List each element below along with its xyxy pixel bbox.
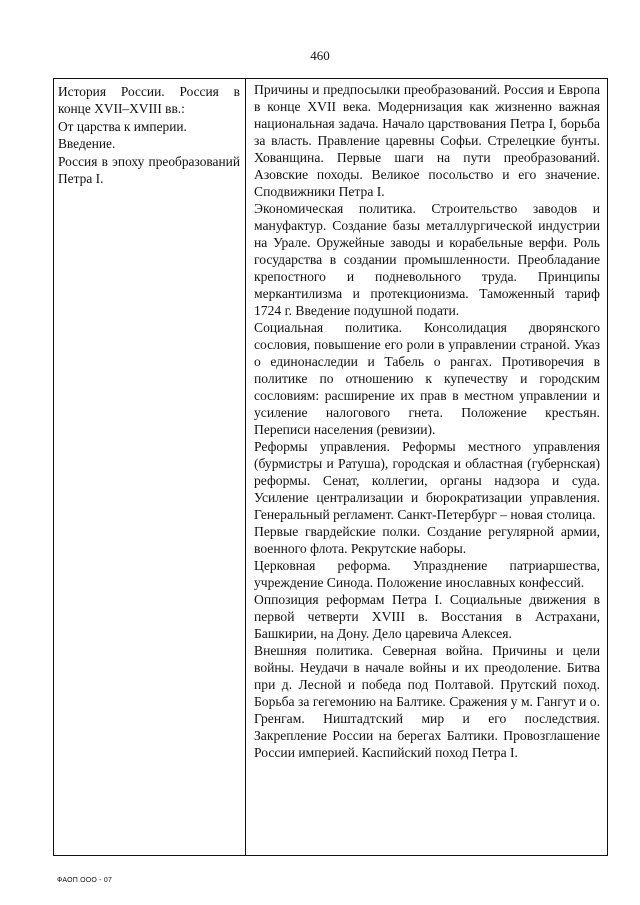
column-divider: [245, 79, 246, 855]
page-number: 460: [310, 48, 330, 63]
topic-column: [58, 83, 240, 187]
content-paragraph-army: Первые гвардейские полки. Создание регулярной армии, военного флота. Рекрутские наборы.: [254, 524, 600, 556]
content-paragraph-foreign-policy: Внешняя политика. Северная война. Причины и цели войны. Неудачи в начале войны и их преодоление. Битва при д. Лесной и победа под Полтавой. Прутский поход. Борьба за гегемонию на Балтике. Сражения у м. Гангут и о. Гренгам. Ништадтский мир и его последствия. Закрепление России на берегах Балтики. Провозглашение России империей. Каспийский поход Петра I.: [254, 643, 600, 760]
curriculum-table: [53, 78, 608, 856]
content-column: [254, 81, 600, 761]
footer-document-code: ФАОП ООО - 07: [57, 877, 113, 884]
topic-introduction: Введение.: [58, 136, 116, 152]
topic-course-title: История России. Россия в конце XVII–XVIII вв.:: [58, 84, 240, 117]
topic-peter-era: Россия в эпоху преобразований Петра I.: [58, 153, 240, 187]
content-paragraph-economic-policy: Экономическая политика. Строительство заводов и мануфактур. Создание базы металлургической индустрии на Урале. Оружейные заводы и корабельные верфи. Роль государства в создании промышленности. Преобладание крепостного и подневольного труда. Принципы меркантилизма и протекционизма. Таможенный тариф 1724 г. Введение подушной подати.: [254, 201, 600, 318]
content-paragraph-opposition: Оппозиция реформам Петра I. Социальные движения в первой четверти XVIII в. Восстания в Астрахани, Башкирии, на Дону. Дело царевича Алексея.: [254, 592, 600, 641]
content-paragraph-reasons: Причины и предпосылки преобразований. Россия и Европа в конце XVII века. Модернизация как жизненно важная национальная задача. Начало царствования Петра I, борьба за власть. Правление царевны Софьи. Стрелецкие бунты. Хованщина. Первые шаги на пути преобразований. Азовские походы. Великое посольство и его значение. Сподвижники Петра I.: [254, 82, 600, 199]
content-paragraph-social-policy: Социальная политика. Консолидация дворянского сословия, повышение его роли в управлении страной. Указ о единонаследии и Табель о рангах. Противоречия в политике по отношению к купечеству и городским сословиям: расширение их прав в местном управлении и усиление налогового гнета. Положение крестьян. Переписи населения (ревизии).: [254, 320, 600, 437]
content-paragraph-church-reform: Церковная реформа. Упразднение патриаршества, учреждение Синода. Положение инославных конфессий.: [254, 558, 600, 590]
topic-section-title: От царства к империи.: [58, 118, 187, 134]
content-paragraph-government-reforms: Реформы управления. Реформы местного управления (бурмистры и Ратуша), городская и областная (губернская) реформы. Сенат, коллегии, органы надзора и суда. Усиление централизации и бюрократизации управления. Генеральный регламент. Санкт-Петербург – новая столица.: [254, 439, 600, 522]
